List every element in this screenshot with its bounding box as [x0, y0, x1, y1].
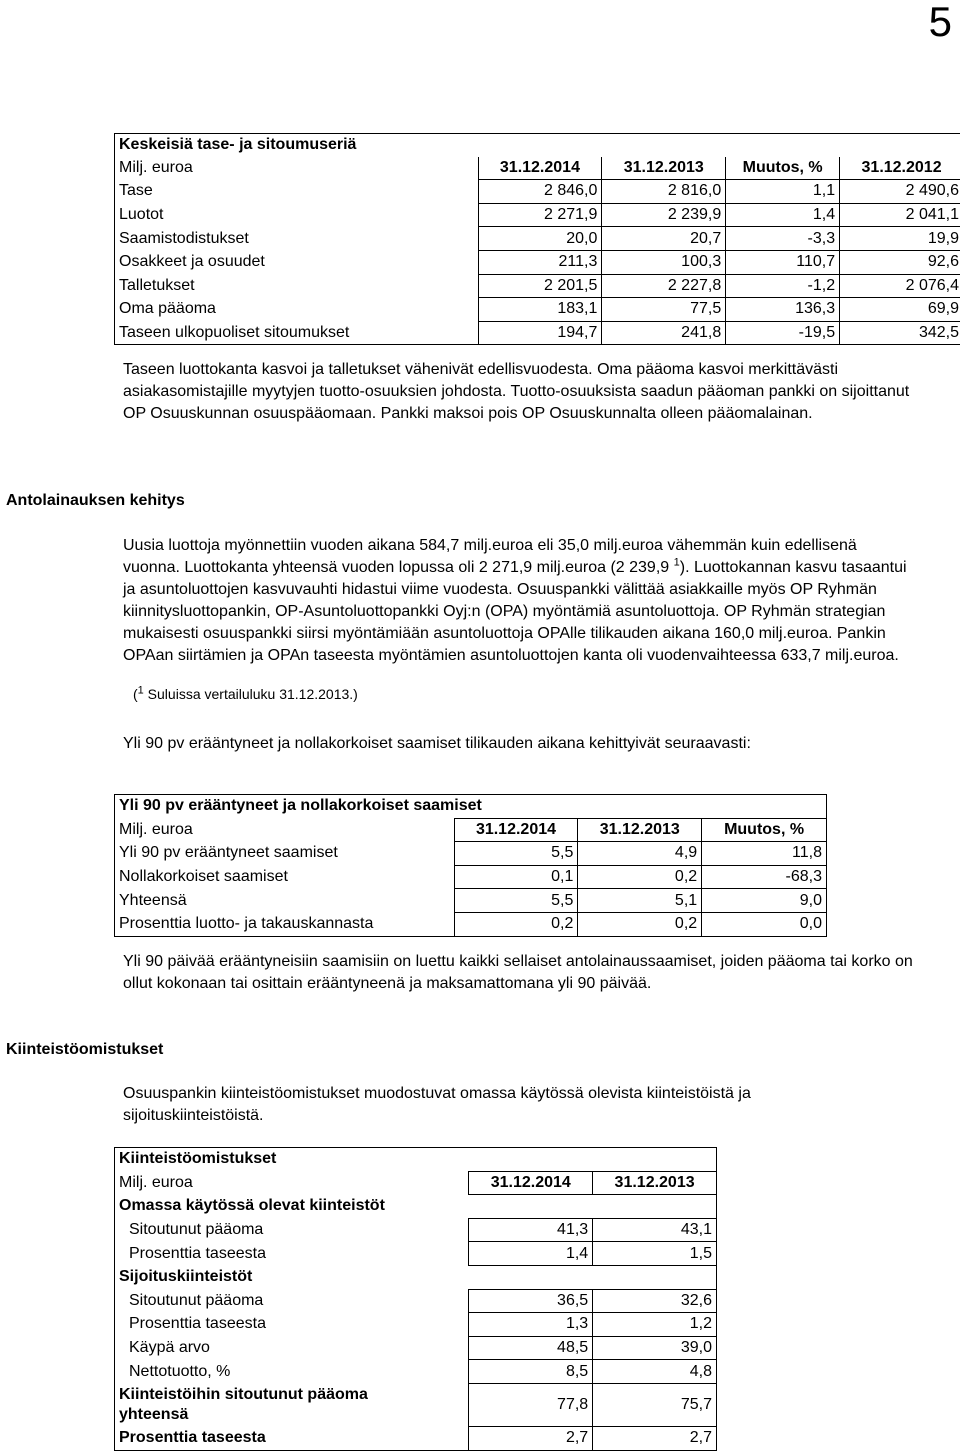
- cell-value: 2 076,4: [840, 274, 960, 298]
- cell-value: 5,5: [454, 842, 578, 866]
- row-label: Sitoutunut pääoma: [115, 1289, 469, 1313]
- table-row: [115, 298, 960, 322]
- cell-value: 1,4: [726, 203, 840, 227]
- cell-value: 2 490,6: [840, 180, 960, 204]
- footnote-paren: (: [133, 686, 138, 702]
- row-label: [115, 1383, 469, 1426]
- cell-value: 2 239,9: [602, 203, 726, 227]
- cell-value: -19,5: [726, 321, 840, 345]
- table-row: [115, 321, 960, 345]
- row-label: Taseen ulkopuoliset sitoumukset: [115, 321, 479, 345]
- table-row: [115, 1289, 717, 1313]
- balance-commentary: Taseen luottokanta kasvoi ja talletukset vähenivät edellisvuodesta. Oma pääoma kasvoi merkittävästi asiakasomistajille myytyjen tuotto-osuuksien johdosta. Tuotto-osuuksista saadun pääoman pankki on sijoittanut OP Osuuskunnan osuuspääomaan. Pankki maksoi pois OP Osuuskunnalta olleen pääomalainan.: [123, 359, 923, 425]
- cell-value: 1,4: [469, 1242, 593, 1266]
- column-header: 31.12.2014: [478, 157, 602, 180]
- cell-value: 1,1: [726, 180, 840, 204]
- row-label: Luotot: [115, 203, 479, 227]
- table-row: [115, 1360, 717, 1384]
- row-label: Sitoutunut pääoma: [115, 1218, 469, 1242]
- table-row: [115, 227, 960, 251]
- row-label: Prosenttia taseesta: [115, 1242, 469, 1266]
- cell-value: 8,5: [469, 1360, 593, 1384]
- table-row: [115, 912, 827, 936]
- cell-value: 20,7: [602, 227, 726, 251]
- lending-paragraph: [123, 535, 913, 667]
- cell-value: 5,5: [454, 889, 578, 913]
- footnote-ref: 1: [674, 557, 680, 569]
- row-label: Käypä arvo: [115, 1336, 469, 1360]
- column-header: 31.12.2013: [602, 157, 726, 180]
- cell-value: 19,9: [840, 227, 960, 251]
- lending-text-1: Uusia luottoja myönnettiin vuoden aikana 584,7 milj.euroa eli 35,0 milj.euroa vähemmän kuin edellisenä vuonna. Luottokanta yhteensä vuoden lopussa oli 2 271,9 milj.euroa (2 239,9: [123, 537, 857, 576]
- cell-value: -3,3: [726, 227, 840, 251]
- table-row: [115, 274, 960, 298]
- cell-value: 43,1: [593, 1218, 717, 1242]
- cell-value: 211,3: [478, 250, 602, 274]
- column-header: 31.12.2012: [840, 157, 960, 180]
- cell-value: 4,8: [593, 1360, 717, 1384]
- cell-value: 1,3: [469, 1313, 593, 1337]
- total-label-line2: yhteensä: [119, 1406, 188, 1423]
- cell-value: 48,5: [469, 1336, 593, 1360]
- column-header: 31.12.2013: [593, 1171, 717, 1195]
- section-heading-real-estate: Kiinteistöomistukset: [6, 1041, 163, 1059]
- table-title: Keskeisiä tase- ja sitoumuseriä: [115, 134, 960, 157]
- cell-value: 183,1: [478, 298, 602, 322]
- footnote-mark: 1: [138, 684, 144, 696]
- table-row: [115, 1313, 717, 1337]
- row-label: Oma pääoma: [115, 298, 479, 322]
- row-label: Prosenttia luotto- ja takauskannasta: [115, 912, 455, 936]
- cell-value: 194,7: [478, 321, 602, 345]
- cell-value: 2 271,9: [478, 203, 602, 227]
- column-header: 31.12.2014: [454, 818, 578, 842]
- table-row: [115, 1218, 717, 1242]
- total-label-line1: Kiinteistöihin sitoutunut pääoma: [119, 1386, 368, 1403]
- column-header: Muutos, %: [726, 157, 840, 180]
- cell-value: 36,5: [469, 1289, 593, 1313]
- cell-value: 39,0: [593, 1336, 717, 1360]
- real-estate-paragraph: Osuuspankin kiinteistöomistukset muodostuvat omassa käytössä olevista kiinteistöistä ja sijoituskiinteistöistä.: [123, 1083, 883, 1127]
- cell-value: 92,6: [840, 250, 960, 274]
- cell-value: 100,3: [602, 250, 726, 274]
- row-label: Yli 90 pv erääntyneet saamiset: [115, 842, 455, 866]
- cell-value: 110,7: [726, 250, 840, 274]
- cell-value: 2 227,8: [602, 274, 726, 298]
- table-row: [115, 865, 827, 889]
- row-label: Tase: [115, 180, 479, 204]
- overdue-intro: Yli 90 pv erääntyneet ja nollakorkoiset saamiset tilikauden aikana kehittyivät seuraavasti:: [123, 733, 923, 755]
- overdue-receivables-table: [114, 794, 827, 937]
- column-header: Muutos, %: [702, 818, 827, 842]
- table-row: [115, 1426, 717, 1450]
- cell-value: 2,7: [593, 1426, 717, 1450]
- cell-value: 20,0: [478, 227, 602, 251]
- overdue-definition: Yli 90 päivää erääntyneisiin saamisiin on luettu kaikki sellaiset antolainaussaamiset, joiden pääoma tai korko on ollut kokonaan tai osittain erääntyneenä ja maksamattomana yli 90 päivää.: [123, 951, 923, 995]
- cell-value: -1,2: [726, 274, 840, 298]
- cell-value: 136,3: [726, 298, 840, 322]
- table-row: [115, 180, 960, 204]
- table-row: [115, 250, 960, 274]
- real-estate-table: [114, 1147, 717, 1451]
- cell-value: 11,8: [702, 842, 827, 866]
- cell-value: 77,8: [469, 1383, 593, 1426]
- cell-value: 2 201,5: [478, 274, 602, 298]
- unit-label: Milj. euroa: [115, 1171, 469, 1195]
- table-row: [115, 1336, 717, 1360]
- cell-value: 69,9: [840, 298, 960, 322]
- row-label: Yhteensä: [115, 889, 455, 913]
- lending-text-2: ). Luottokannan kasvu tasaantui ja asuntoluottojen kasvuvauhti hidastui viime vuodesta. Osuuspankki välittää asiakkaille myös OP Ryhmän kiinnitysluottopankin, OP-Asuntoluottopankki Oyj:n (OPA) myöntämiä asuntoluottoja. OP Ryhmän strategian mukaisesti osuuspankki siirsi myöntämiään asuntoluottoja OPAlle tilikauden aikana 160,0 milj.euroa. Pankin OPAan siirtämien ja OPAn taseesta myöntämien asuntoluottojen kanta oli vuodenvaihteessa 633,7 milj.euroa.: [123, 559, 907, 664]
- unit-label: Milj. euroa: [115, 157, 479, 180]
- cell-value: 32,6: [593, 1289, 717, 1313]
- section-heading-lending: Antolainauksen kehitys: [6, 492, 185, 510]
- unit-label: Milj. euroa: [115, 818, 455, 842]
- row-label: Osakkeet ja osuudet: [115, 250, 479, 274]
- cell-value: 5,1: [578, 889, 702, 913]
- cell-value: 0,2: [454, 912, 578, 936]
- cell-value: 1,2: [593, 1313, 717, 1337]
- cell-value: 75,7: [593, 1383, 717, 1426]
- cell-value: 0,1: [454, 865, 578, 889]
- cell-value: 2 846,0: [478, 180, 602, 204]
- cell-value: 342,5: [840, 321, 960, 345]
- row-label: Prosenttia taseesta: [115, 1313, 469, 1337]
- row-label: Nettotuotto, %: [115, 1360, 469, 1384]
- row-label: Nollakorkoiset saamiset: [115, 865, 455, 889]
- balance-sheet-table: [114, 133, 960, 345]
- cell-value: 1,5: [593, 1242, 717, 1266]
- cell-value: 2 041,1: [840, 203, 960, 227]
- cell-value: 0,2: [578, 912, 702, 936]
- cell-value: 241,8: [602, 321, 726, 345]
- row-label: Talletukset: [115, 274, 479, 298]
- table-row: [115, 889, 827, 913]
- cell-value: 0,0: [702, 912, 827, 936]
- footnote-text: Suluissa vertailuluku 31.12.2013.): [144, 686, 358, 702]
- column-header: 31.12.2014: [469, 1171, 593, 1195]
- table-row: [115, 1383, 717, 1426]
- cell-value: 2 816,0: [602, 180, 726, 204]
- table-title: Kiinteistöomistukset: [115, 1148, 717, 1172]
- cell-value: 41,3: [469, 1218, 593, 1242]
- table-row: [115, 203, 960, 227]
- cell-value: 2,7: [469, 1426, 593, 1450]
- footnote: [133, 686, 358, 702]
- page-number: 5: [929, 0, 952, 46]
- group-heading: Omassa käytössä olevat kiinteistöt: [115, 1195, 717, 1219]
- cell-value: 9,0: [702, 889, 827, 913]
- table-title: Yli 90 pv erääntyneet ja nollakorkoiset saamiset: [115, 795, 827, 819]
- column-header: 31.12.2013: [578, 818, 702, 842]
- cell-value: 0,2: [578, 865, 702, 889]
- cell-value: 77,5: [602, 298, 726, 322]
- row-label: Saamistodistukset: [115, 227, 479, 251]
- table-row: [115, 842, 827, 866]
- group-heading: Sijoituskiinteistöt: [115, 1265, 717, 1289]
- table-row: [115, 1242, 717, 1266]
- row-label: Prosenttia taseesta: [115, 1426, 469, 1450]
- cell-value: -68,3: [702, 865, 827, 889]
- cell-value: 4,9: [578, 842, 702, 866]
